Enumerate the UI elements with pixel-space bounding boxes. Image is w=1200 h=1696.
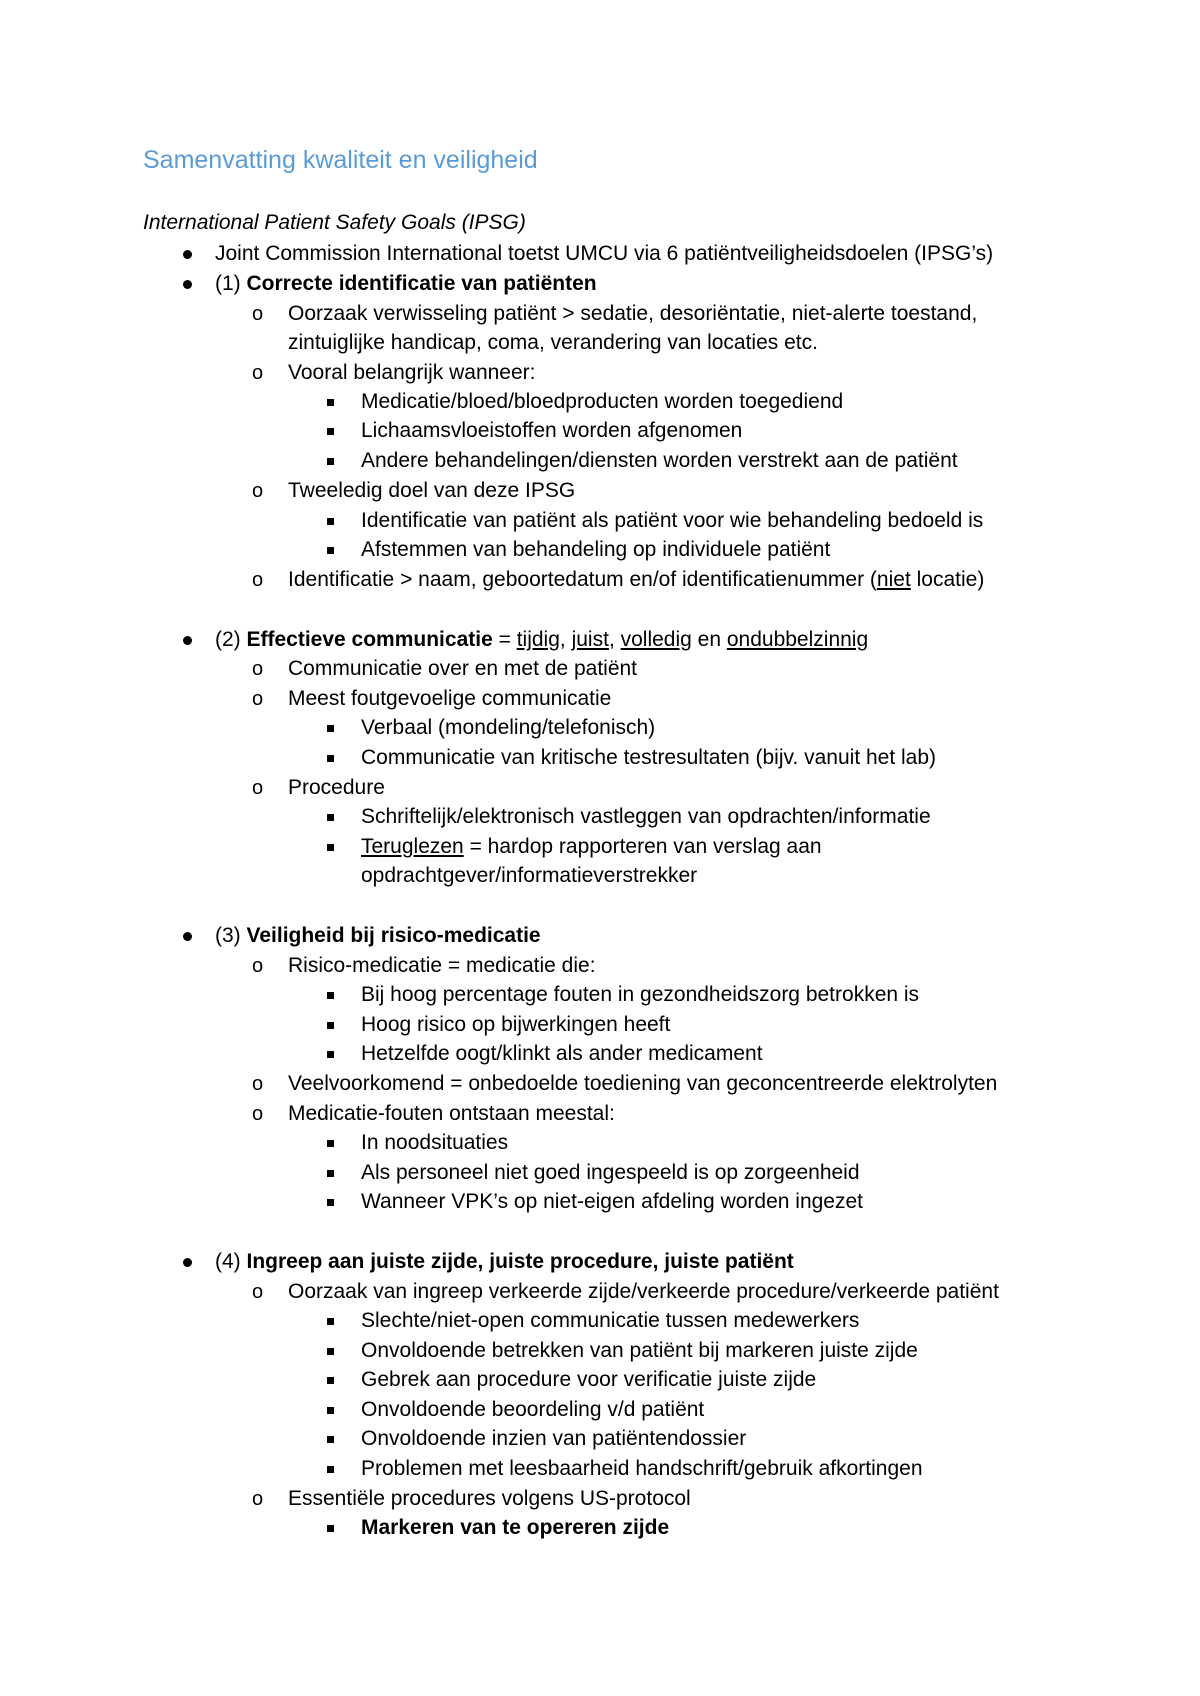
square-bullet-icon (327, 428, 334, 435)
square-bullet-icon (327, 1377, 334, 1384)
circle-bullet-icon: o (252, 658, 264, 680)
circle-bullet-icon: o (252, 569, 264, 591)
square-bullet-icon (327, 458, 334, 465)
document-page: Samenvatting kwaliteit en veiligheid International Patient Safety Goals (IPSG) Joint Commission International toetst UMCU via 6 patiëntveiligheidsdoelen (IPSG’s) (1) Correcte identificatie van patiënten o Oorzaak verwisseling patiënt > sedatie, desoriëntatie, niet-alerte toestand, zintuiglijke handicap, coma, verandering van locaties etc. o Vooral belangrijk wanneer: Medicatie/bloed/bloedproducten worden toegediend Lichaamsvloeistoffen worden afgenomen Andere behandelingen/diensten worden verstrekt aan de patiënt o Tweeledig doel van deze IPSG Identificatie van patiënt als patiënt voor wie behandeling bedoeld is Afstemmen van behandeling op individuele patiënt o Identificatie > naam, geboortedatum en/of identificatienummer (niet locatie) (2) Effectieve communicatie = tijdig, juist, volledig en ondubbelzinnig o Communicatie over en met de patiënt o Meest foutgevoelige communicatie Verbaal (mondeling/telefonisch) Communicatie van kritische testresultaten (bijv. vanuit het lab) o Procedure Schriftelijk/elektronisch vastleggen van opdrachten/informatie Teruglezen = hardop rapporteren van verslag aan opdrachtgever/informatieverstrekker (3) Veiligheid bij risico-medicatie o Risico-medicatie = medicatie die: Bij hoog percentage fouten in gezondheidszorg betrokken is Hoog risico op bijwerkingen heeft Hetzelfde oogt/klinkt als ander medicament o Veelvoorkomend = onbedoelde toediening van geconcentreerde elektrolyten o Medicatie-fouten ontstaan meestal: In noodsituaties Als personeel niet goed ingespeeld is op zorgeenheid Wanneer VPK’s op niet-eigen afdeling worden ingezet (4) Ingreep aan juiste zijde, juiste procedure, juiste patiënt o Oorzaak van ingreep verkeerde zijde/verkeerde procedure/verkeerde patiënt Slechte/niet-open communicatie tussen medewerkers Onvoldoende betrekken van patiënt bij markeren juiste zijde Gebrek aan procedure voor verificatie juiste zijde Onvoldoende beoordeling v/d patiënt Onvoldoende inzien van patiëntendossier Problemen met leesbaarheid handschrift/gebruik afkortingen o Essentiële procedures volgens US-protocol Markeren van te opereren zijde (143, 146, 999, 1539)
bullet-icon (183, 636, 192, 645)
circle-bullet-icon: o (252, 362, 264, 384)
square-bullet-icon (327, 844, 334, 851)
square-bullet-icon (327, 1051, 334, 1058)
bullet-icon (183, 280, 192, 289)
square-bullet-icon (327, 814, 334, 821)
square-bullet-icon (327, 1318, 334, 1325)
bullet-icon (183, 932, 192, 941)
square-bullet-icon (327, 1466, 334, 1473)
circle-bullet-icon: o (252, 777, 264, 799)
bullet-icon (183, 250, 192, 259)
square-bullet-icon (327, 1436, 334, 1443)
circle-bullet-icon: o (252, 480, 264, 502)
square-bullet-icon (327, 1199, 334, 1206)
square-bullet-icon (327, 1170, 334, 1177)
bullet-icon (183, 1258, 192, 1267)
document-title: Samenvatting kwaliteit en veiligheid (143, 146, 538, 174)
square-bullet-icon (327, 992, 334, 999)
section-subtitle: International Patient Safety Goals (IPSG) (143, 211, 526, 234)
circle-bullet-icon: o (252, 1281, 264, 1303)
circle-bullet-icon: o (252, 303, 264, 325)
circle-bullet-icon: o (252, 1488, 264, 1510)
square-bullet-icon (327, 1525, 334, 1532)
circle-bullet-icon: o (252, 688, 264, 710)
square-bullet-icon (327, 755, 334, 762)
circle-bullet-icon: o (252, 955, 264, 977)
square-bullet-icon (327, 1140, 334, 1147)
square-bullet-icon (327, 1407, 334, 1414)
circle-bullet-icon: o (252, 1073, 264, 1095)
square-bullet-icon (327, 1022, 334, 1029)
circle-bullet-icon: o (252, 1103, 264, 1125)
square-bullet-icon (327, 1348, 334, 1355)
square-bullet-icon (327, 725, 334, 732)
square-bullet-icon (327, 399, 334, 406)
square-bullet-icon (327, 518, 334, 525)
square-bullet-icon (327, 547, 334, 554)
